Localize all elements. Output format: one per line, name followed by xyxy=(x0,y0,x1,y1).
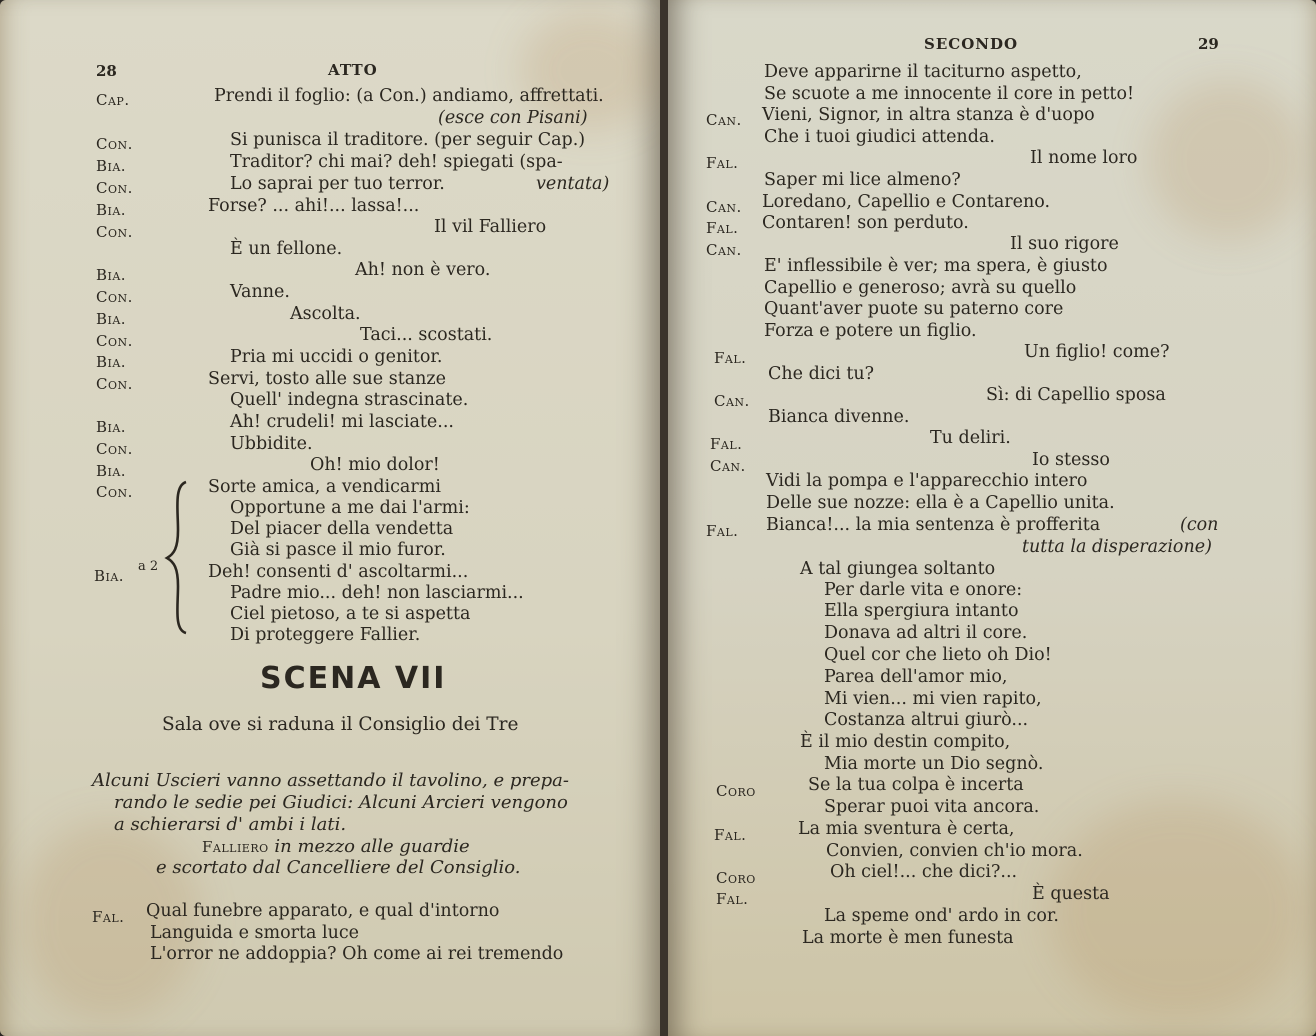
verse-line: È il mio destin compito, xyxy=(800,732,1011,752)
verse-line: Ah! non è vero. xyxy=(355,260,491,280)
verse-line: Prendi il foglio: (a Con.) andiamo, affrettati. xyxy=(214,86,604,106)
verse-line: Di proteggere Fallier. xyxy=(230,625,421,645)
verse-line: Bianca divenne. xyxy=(768,407,910,427)
speaker: Bia. xyxy=(96,201,127,219)
page-number: 29 xyxy=(1198,35,1219,53)
verse-line: Per darle vita e onore: xyxy=(824,580,1023,600)
verse-line: Si punisca il traditore. (per seguir Cap.) xyxy=(230,130,586,150)
speaker: Fal. xyxy=(710,435,743,453)
verse-line: Oh! mio dolor! xyxy=(310,455,440,475)
verse-line: È questa xyxy=(1032,884,1110,904)
speaker: Coro xyxy=(716,782,756,800)
speaker: Con. xyxy=(96,483,133,501)
stage-direction: rando le sedie pei Giudici: Alcuni Arcieri vengono xyxy=(114,792,568,813)
speaker: Con. xyxy=(96,440,133,458)
verse-line: Quel cor che lieto oh Dio! xyxy=(824,645,1052,665)
stage-note: (esce con Pisani) xyxy=(438,108,588,128)
verse-line: È un fellone. xyxy=(230,239,343,259)
speaker: Bia. xyxy=(94,567,125,585)
verse-line: Il vil Falliero xyxy=(434,217,547,237)
verse-line: Il nome loro xyxy=(1030,148,1138,168)
verse-line: Quant'aver puote su paterno core xyxy=(764,299,1064,319)
verse-line: Ella spergiura intanto xyxy=(824,601,1019,621)
verse-line: Sì: di Capellio sposa xyxy=(986,385,1166,405)
speaker: Can. xyxy=(714,392,750,410)
curly-brace-icon xyxy=(164,480,194,635)
verse-line: Donava ad altri il core. xyxy=(824,623,1028,643)
speaker: Fal. xyxy=(706,219,739,237)
character-name: Falliero xyxy=(202,838,269,856)
verse-line: Il suo rigore xyxy=(1010,234,1119,254)
speaker: Can. xyxy=(706,198,742,216)
verse-line: Mia morte un Dio segnò. xyxy=(824,754,1044,774)
speaker: Can. xyxy=(710,457,746,475)
speaker: Can. xyxy=(706,111,742,129)
verse-line: Saper mi lice almeno? xyxy=(764,170,961,190)
verse-line: Forse? ... ahi!... lassa!... xyxy=(208,196,420,216)
right-page xyxy=(668,0,1316,1036)
verse-line: Qual funebre apparato, e qual d'intorno xyxy=(146,901,500,921)
stage-note: tutta la disperazione) xyxy=(1022,537,1212,557)
speaker: Con. xyxy=(96,179,133,197)
verse-line: Vidi la pompa e l'apparecchio intero xyxy=(766,471,1088,491)
verse-line: Taci... scostati. xyxy=(360,325,493,345)
verse-line: Costanza altrui giurò... xyxy=(824,710,1029,730)
speaker: Fal. xyxy=(92,908,125,926)
speaker: Fal. xyxy=(716,890,749,908)
verse-line: Loredano, Capellio e Contareno. xyxy=(762,192,1051,212)
book-gutter xyxy=(660,0,668,1036)
verse-line: Parea dell'amor mio, xyxy=(824,667,1008,687)
verse-line: La morte è men funesta xyxy=(802,928,1014,948)
verse-line: Languida e smorta luce xyxy=(150,923,360,943)
speaker: Con. xyxy=(96,332,133,350)
speaker: Fal. xyxy=(714,826,747,844)
speaker: Bia. xyxy=(96,462,127,480)
verse-line: Un figlio! come? xyxy=(1024,342,1170,362)
verse-line: Sperar puoi vita ancora. xyxy=(824,797,1040,817)
verse-line: Già si pasce il mio furor. xyxy=(230,540,446,560)
verse-line: E' inflessibile è ver; ma spera, è giusto xyxy=(764,256,1108,276)
speaker: Bia. xyxy=(96,353,127,371)
verse-line: La mia sventura è certa, xyxy=(798,819,1015,839)
verse-line: Ubbidite. xyxy=(230,434,313,454)
verse-line: A tal giungea soltanto xyxy=(800,559,996,579)
stage-direction: e scortato dal Cancelliere del Consiglio. xyxy=(156,857,521,878)
verse-line: Mi vien... mi vien rapito, xyxy=(824,689,1042,709)
verse-line: L'orror ne addoppia? Oh come ai rei tremendo xyxy=(150,944,564,964)
speaker: Con. xyxy=(96,375,133,393)
verse-line: Pria mi uccidi o genitor. xyxy=(230,347,443,367)
verse-line: Se la tua colpa è incerta xyxy=(808,775,1024,795)
speaker: Bia. xyxy=(96,418,127,436)
verse-line: Ciel pietoso, a te si aspetta xyxy=(230,604,471,624)
speaker: Cap. xyxy=(96,91,130,109)
verse-line: Io stesso xyxy=(1032,450,1110,470)
verse-line: Capellio e generoso; avrà su quello xyxy=(764,278,1077,298)
speaker: Con. xyxy=(96,223,133,241)
verse-line: Delle sue nozze: ella è a Capellio unita. xyxy=(766,493,1115,513)
speaker: Fal. xyxy=(706,522,739,540)
verse-line: Convien, convien ch'io mora. xyxy=(826,841,1083,861)
speaker: Bia. xyxy=(96,266,127,284)
verse-line: Deh! consenti d' ascoltarmi... xyxy=(208,562,469,582)
verse-line: Opportune a me dai l'armi: xyxy=(230,498,470,518)
verse-line: Quell' indegna strascinate. xyxy=(230,390,469,410)
stage-note: (con xyxy=(1180,515,1219,535)
verse-line: Ah! crudeli! mi lasciate... xyxy=(230,412,454,432)
verse-line: Forza e potere un figlio. xyxy=(764,321,977,341)
verse-line: Lo saprai per tuo terror. xyxy=(230,174,445,194)
stage-note: ventata) xyxy=(536,174,610,194)
scene-title: SCENA VII xyxy=(260,661,447,696)
speaker: Bia. xyxy=(96,310,127,328)
stage-direction: in mezzo alle guardie xyxy=(274,836,470,857)
verse-line: Che i tuoi giudici attenda. xyxy=(764,127,995,147)
verse-line: Tu deliri. xyxy=(930,428,1011,448)
verse-line: Traditor? chi mai? deh! spiegati (spa- xyxy=(230,152,563,172)
verse-line: Vanne. xyxy=(230,282,290,302)
verse-line: Oh ciel!... che dici?... xyxy=(830,862,1018,882)
speaker: Fal. xyxy=(714,349,747,367)
running-head: SECONDO xyxy=(924,35,1019,53)
a2-label: a 2 xyxy=(138,559,159,574)
speaker: Bia. xyxy=(96,157,127,175)
speaker: Can. xyxy=(706,241,742,259)
verse-line: Sorte amica, a vendicarmi xyxy=(208,477,441,497)
verse-line: Che dici tu? xyxy=(768,364,875,384)
verse-line: La speme ond' ardo in cor. xyxy=(824,906,1059,926)
page-number: 28 xyxy=(96,62,117,80)
verse-line: Padre mio... deh! non lasciarmi... xyxy=(230,583,524,603)
running-head: ATTO xyxy=(328,61,378,79)
speaker: Fal. xyxy=(706,154,739,172)
stage-direction: Alcuni Uscieri vanno assettando il tavolino, e prepa- xyxy=(92,770,569,791)
scene-setting: Sala ove si raduna il Consiglio dei Tre xyxy=(162,714,519,735)
verse-line: Del piacer della vendetta xyxy=(230,519,454,539)
verse-line: Bianca!... la mia sentenza è profferita xyxy=(766,515,1101,535)
verse-line: Se scuote a me innocente il core in petto! xyxy=(764,84,1135,104)
speaker: Con. xyxy=(96,135,133,153)
verse-line: Deve apparirne il taciturno aspetto, xyxy=(764,62,1082,82)
verse-line: Ascolta. xyxy=(290,304,361,324)
verse-line: Vieni, Signor, in altra stanza è d'uopo xyxy=(762,105,1095,125)
speaker: Con. xyxy=(96,288,133,306)
verse-line: Servi, tosto alle sue stanze xyxy=(208,369,447,389)
speaker: Coro xyxy=(716,869,756,887)
verse-line: Contaren! son perduto. xyxy=(762,213,969,233)
stage-direction: a schierarsi d' ambi i lati. xyxy=(114,814,347,835)
